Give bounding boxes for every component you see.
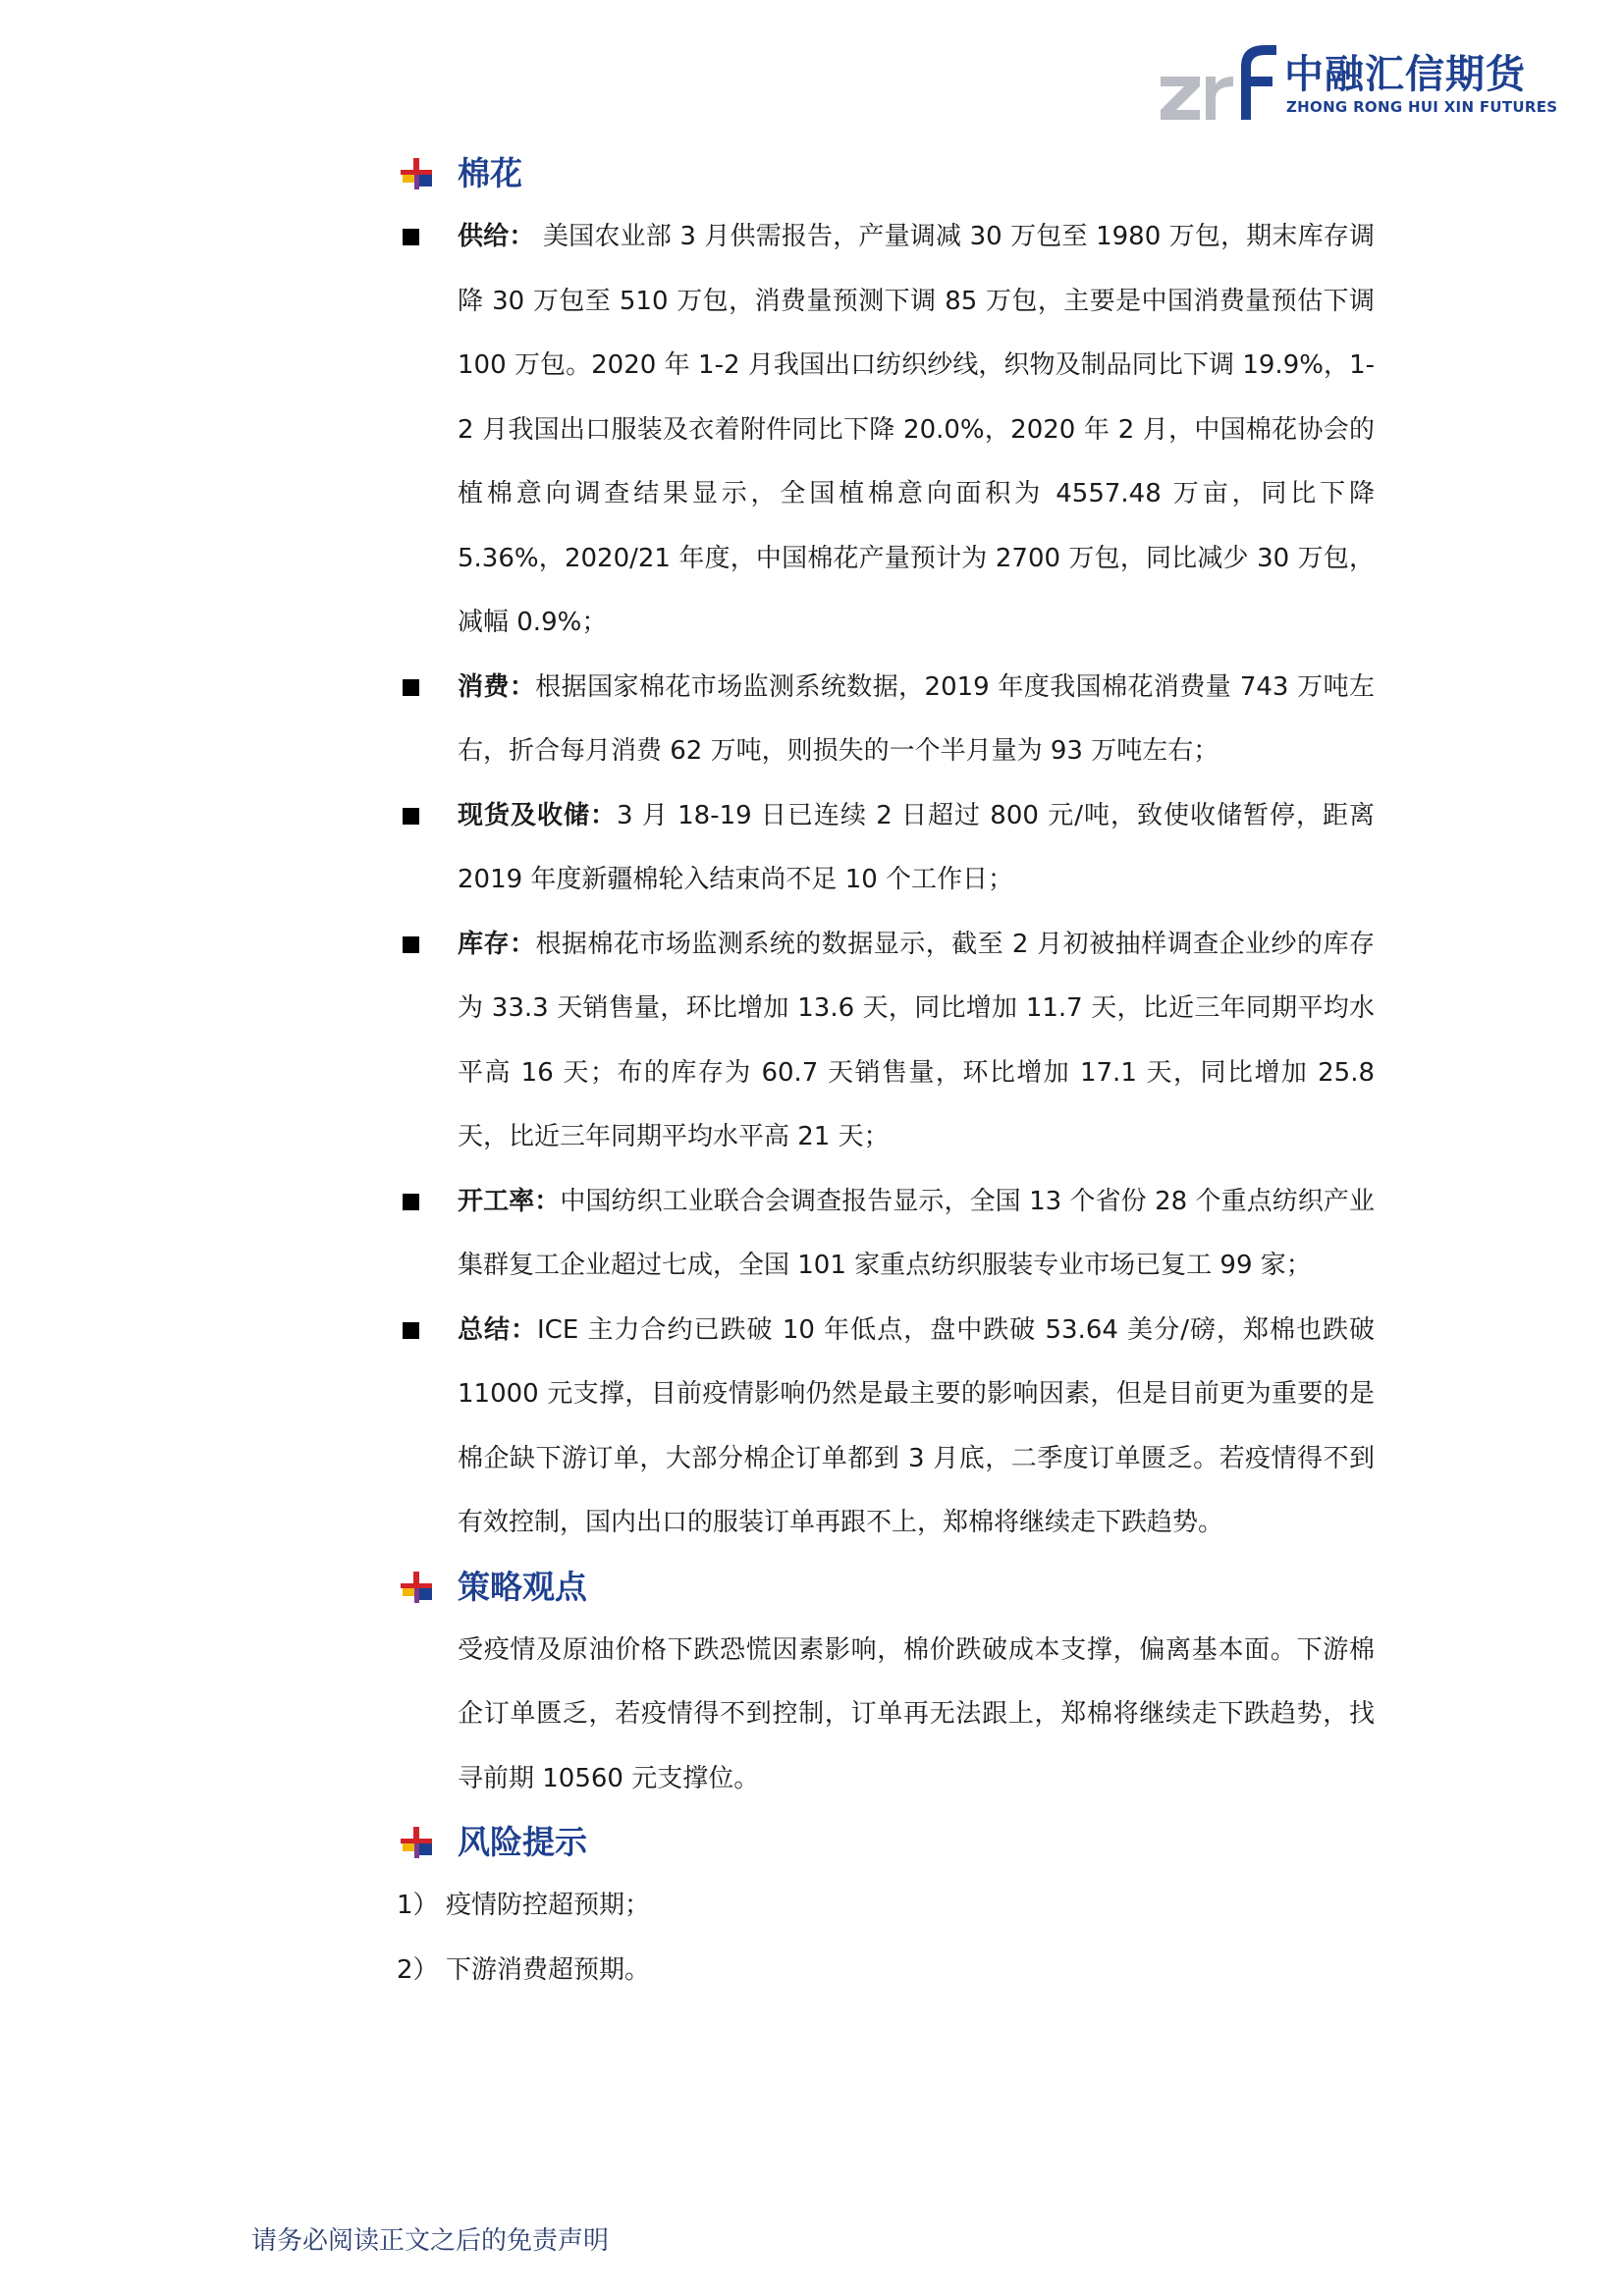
section-title-text: 策略观点	[458, 1567, 587, 1606]
section-title-text: 风险提示	[458, 1823, 587, 1861]
bullet-item-supply	[393, 205, 1375, 656]
item-text: 中国纺织工业联合会调查报告显示，全国 13 个省份 28 个重点纺织产业集群复工企业超过七成，全国 101 家重点纺织服装专业市场已复工 99 家；	[458, 1186, 1375, 1280]
item-label: 开工率：	[458, 1186, 561, 1216]
bullet-item-summary	[393, 1299, 1375, 1556]
strategy-paragraph: 受疫情及原油价格下跌恐慌因素影响，棉价跌破成本支撑，偏离基本面。下游棉企订单匮乏，若疫情得不到控制，订单再无法跟上，郑棉将继续走下跌趋势，找寻前期 10560 元支撑位。	[458, 1634, 1375, 1793]
square-bullet-icon	[403, 1194, 419, 1210]
risk-item-number: 2）	[397, 1954, 439, 1985]
risk-item-number: 1）	[397, 1891, 439, 1920]
item-text: 美国农业部 3 月供需报告，产量调减 30 万包至 1980 万包，期末库存调降 30 万包至 510 万包，消费量预测下调 85 万包，主要是中国消费量预估下调 100 万包。2020 年 1-2 月我国出口纺织纱线，织物及制品同比下调 19.9%，1-2 月我国出口服装及衣着附件同比下降 20.0%，2020 年 2 月，中国棉花协会的植棉意向调查结果显示，全国植棉意向面积为 4557.48 万亩，同比下降 5.36%，2020/21 年度，中国棉花产量预计为 2700 万包，同比减少 30 万包，减幅 0.9%；	[458, 222, 1375, 637]
risk-item-text: 疫情防控超预期；	[446, 1891, 651, 1920]
square-bullet-icon	[403, 808, 419, 825]
logo-english-name: ZHONG RONG HUI XIN FUTURES	[1286, 98, 1558, 116]
square-bullet-icon	[403, 229, 419, 245]
item-text: ICE 主力合约已跌破 10 年低点，盘中跌破 53.64 美分/磅，郑棉也跌破 11000 元支撑，目前疫情影响仍然是最主要的影响因素，但是目前更为重要的是棉企缺下游订单，大部分棉企订单都到 3 月底，二季度订单匮乏。若疫情得不到有效控制，国内出口的服装订单再跟不上，郑棉将继续走下跌趋势。	[458, 1314, 1375, 1537]
risk-item	[393, 1939, 1375, 2003]
zrf-logo-mark	[1159, 37, 1281, 126]
item-text: 根据棉花市场监测系统的数据显示，截至 2 月初被抽样调查企业纱的库存为 33.3 天销售量，环比增加 13.6 天，同比增加 11.7 天，比近三年同期平均水平高 16 天；布的库存为 60.7 天销售量，环比增加 17.1 天，同比增加 25.8 天，比近三年同期平均水平高 21 天；	[458, 929, 1375, 1151]
bullet-item-inventory	[393, 913, 1375, 1170]
section-marker-icon	[401, 158, 434, 189]
square-bullet-icon	[403, 936, 419, 953]
risk-item-text: 下游消费超预期。	[446, 1954, 651, 1985]
company-logo	[1159, 37, 1558, 126]
item-label: 供给：	[458, 222, 535, 251]
footer-disclaimer: 请务必阅读正文之后的免责声明	[251, 2226, 610, 2256]
bullet-item-consumption	[393, 656, 1375, 784]
square-bullet-icon	[403, 679, 419, 696]
logo-chinese-name: 中融汇信期货	[1284, 52, 1526, 97]
item-label: 现货及收储：	[458, 800, 618, 830]
section-title-cotton	[393, 142, 1375, 205]
report-content	[393, 142, 1375, 2002]
item-text: 3 月 18-19 日已连续 2 日超过 800 元/吨，致使收储暂停，距离 2019 年度新疆棉轮入结束尚不足 10 个工作日；	[458, 800, 1375, 894]
item-label: 库存：	[458, 929, 536, 959]
section-title-strategy	[393, 1556, 1375, 1619]
bullet-item-operating-rate	[393, 1170, 1375, 1299]
risk-item	[393, 1874, 1375, 1939]
section-title-risk	[393, 1811, 1375, 1874]
bullet-item-spot-reserve	[393, 784, 1375, 913]
section-title-text: 棉花	[458, 154, 522, 192]
item-label: 总结：	[458, 1314, 538, 1345]
item-label: 消费：	[458, 671, 536, 702]
section-marker-icon	[401, 1572, 434, 1603]
section-marker-icon	[401, 1827, 434, 1858]
square-bullet-icon	[403, 1322, 419, 1339]
item-text: 根据国家棉花市场监测系统数据，2019 年度我国棉花消费量 743 万吨左右，折合每月消费 62 万吨，则损失的一个半月量为 93 万吨左右；	[458, 671, 1375, 766]
